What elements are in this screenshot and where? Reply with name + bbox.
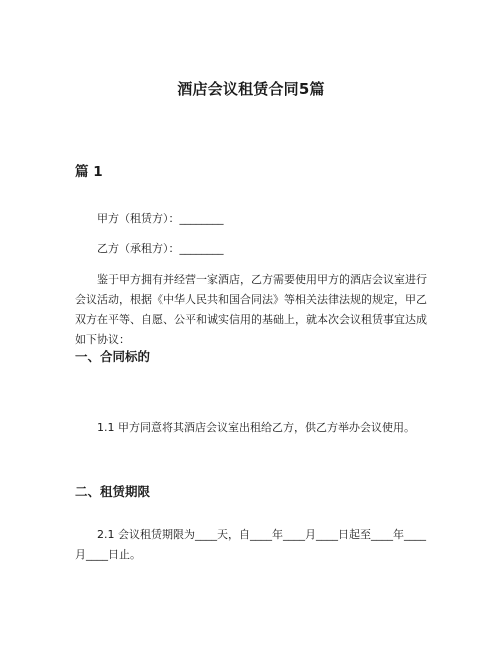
party-a-line: 甲方（租赁方）：________ (97, 212, 224, 225)
clause-1-1-paragraph: 1.1 甲方同意将其酒店会议室出租给乙方，供乙方举办会议使用。 (97, 421, 415, 434)
document-title: 酒店会议租赁合同5篇 (177, 80, 325, 98)
party-b-line: 乙方（承租方）：________ (97, 242, 224, 255)
section-heading: 篇 1 (75, 164, 103, 180)
clause-2-heading: 二、租赁期限 (75, 484, 151, 499)
clause-1-heading: 一、合同标的 (75, 349, 151, 364)
clause-2-1-paragraph: 2.1 会议租赁期限为____天，自____年____月____日起至____年____月____日止。 (75, 528, 426, 561)
intro-paragraph: 鉴于甲方拥有并经营一家酒店，乙方需要使用甲方的酒店会议室进行会议活动，根据《中华人民共和国合同法》等相关法律法规的规定，甲乙双方在平等、自愿、公平和诚实信用的基础上，就本次会议租赁事宜达成如下协议： (75, 273, 427, 346)
